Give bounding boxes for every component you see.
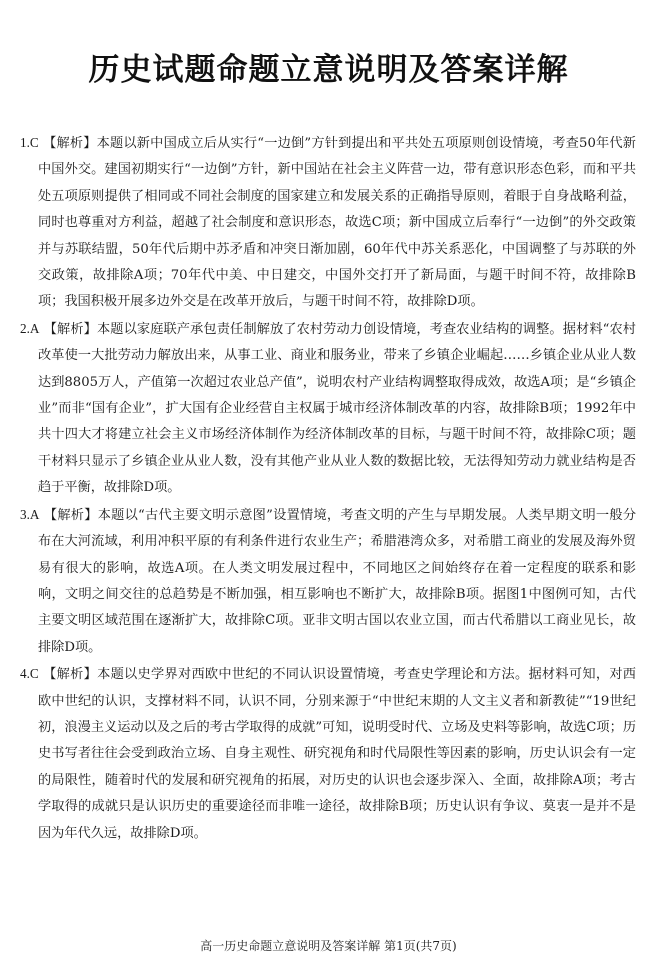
answer-number: 2. <box>20 320 30 336</box>
analysis-text: 本题以“古代主要文明示意图”设置情境，考查文明的产生与早期发展。人类早期文明一般分布在大河流域，利用冲积平原的有利条件进行农业生产；希腊港湾众多，对希腊工商业的发展及海外贸易有很大的影响，故选A项。在人类文明发展过程中，不同地区之间始终存在着一定程度的联系和影响，文明之间交往的总趋势是不断加强，相互影响也不断扩大，故排除B项。据图1中图例可知，古代主要文明区域范围在逐渐扩大，故排除C项。亚非文明古国以农业立国，而古代希腊以工商业见长，故排除D项。 <box>38 507 637 655</box>
analysis-text: 本题以史学界对西欧中世纪的不同认识设置情境，考查史学理论和方法。据材料可知，对西欧中世纪的认识，支撑材料不同，认识不同，分别来源于“中世纪末期的人文主义者和新教徒”“19世纪初，浪漫主义运动以及之后的考古学取得的成就”可知，说明受时代、立场及史料等影响，故选C项；历史书写者往往会受到政治立场、自身主观性、研究视角和时代局限性等因素的影响，历史认识会有一定的局限性，随着时代的发展和研究视角的拓展，对历史的认识也会逐步深入、全面，故排除A项；考古学取得的成就只是认识历史的重要途径而非唯一途径，故排除B项；历史认识有争议、莫衷一是并不是因为年代久远，故排除D项。 <box>38 667 636 841</box>
answer-number: 1. <box>20 135 30 150</box>
analysis-tag: 【解析】 <box>43 507 98 523</box>
answer-choice: C <box>29 666 39 682</box>
answer-number: 3. <box>20 506 30 522</box>
page-footer: 高一历史命题立意说明及答案详解 第1页(共7页) <box>200 939 457 953</box>
answer-item-3 <box>20 502 636 661</box>
analysis-tag: 【解析】 <box>43 136 97 151</box>
answer-item-1 <box>20 130 636 316</box>
analysis-text: 本题以新中国成立后从实行“一边倒”方针到提出和平共处五项原则创设情境，考查50年代新中国外交。建国初期实行“一边倒”方针，新中国站在社会主义阵营一边，带有意识形态色彩，而和平共处五项原则提供了相同或不同社会制度的国家建立和发展关系的正确指导原则，着眼于自身战略利益，同时也尊重对方利益，超越了社会制度和意识形态，故选C项；新中国成立后奉行“一边倒”的外交政策并与苏联结盟，50年代后期中苏矛盾和冲突日渐加剧，60年代中苏关系恶化，中国调整了与苏联的外交政策，故排除A项；70年代中美、中日建交，中国外交打开了新局面，与题干时间不符，故排除B项；我国积极开展多边外交是在改革开放后，与题干时间不符，故排除D项。 <box>38 136 636 310</box>
answer-choice: C <box>29 135 39 150</box>
document-title: 历史试题命题立意说明及答案详解 <box>88 52 569 88</box>
answer-number: 4. <box>20 666 30 682</box>
answer-choice: A <box>29 320 40 336</box>
answer-item-4 <box>20 661 636 847</box>
answer-item-2 <box>20 316 636 502</box>
analysis-text: 本题以家庭联产承包责任制解放了农村劳动力创设情境，考查农业结构的调整。据材料“农村改革使一大批劳动力解放出来，从事工业、商业和服务业，带来了乡镇企业崛起……乡镇企业从业人数达到8805万人，产值第一次超过农业总产值”，说明农村产业结构调整取得成效，故选A项；是“乡镇企业”而非“国有企业”，扩大国有企业经营自主权属于城市经济体制改革的内容，故排除B项；1992年中共十四大才将建立社会主义市场经济体制作为经济体制改革的目标，与题干时间不符，故排除C项；题干材料只显示了乡镇企业从业人数，没有其他产业从业人数的数据比较，无法得知劳动力就业结构是否趋于平衡，故排除D项。 <box>38 321 636 496</box>
answer-choice: A <box>29 506 40 522</box>
analysis-tag: 【解析】 <box>43 321 97 337</box>
analysis-tag: 【解析】 <box>43 667 98 683</box>
answer-list <box>20 130 636 847</box>
